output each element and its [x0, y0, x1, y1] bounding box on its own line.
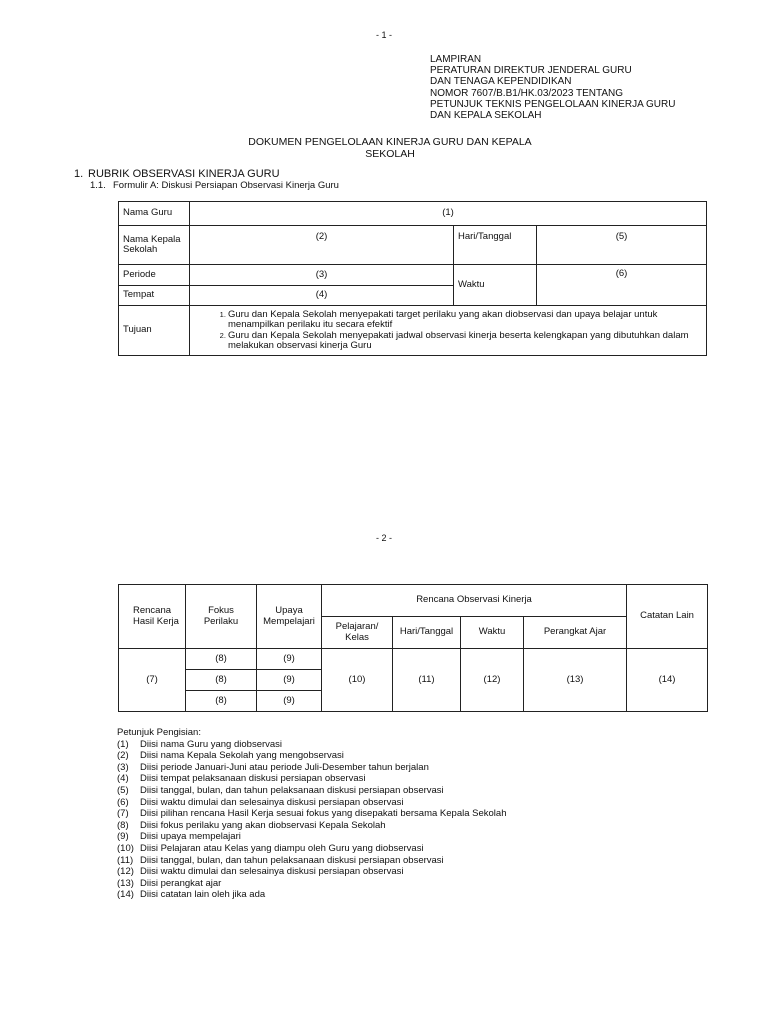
waktu-label: Waktu — [454, 265, 537, 306]
cell-upaya: (9) — [257, 691, 322, 712]
header-rencana-observasi: Rencana Observasi Kinerja — [322, 585, 627, 617]
waktu-value: (6) — [537, 265, 707, 306]
periode-value: (3) — [190, 265, 454, 286]
item-text: Diisi Pelajaran atau Kelas yang diampu oleh Guru yang diobservasi — [140, 842, 424, 854]
item-text: Diisi nama Guru yang diobservasi — [140, 738, 283, 750]
list-item — [117, 750, 506, 762]
item-text: Diisi catatan lain oleh jika ada — [140, 889, 266, 901]
item-text: Diisi tanggal, bulan, dan tahun pelaksanaan diskusi persiapan observasi — [140, 854, 444, 866]
document-title-line: DOKUMEN PENGELOLAAN KINERJA GURU DAN KEPALA — [248, 136, 532, 148]
item-text: Diisi tempat pelaksanaan diskusi persiapan observasi — [140, 773, 366, 785]
section-number: 1. — [74, 168, 84, 180]
item-text: Diisi nama Kepala Sekolah yang mengobservasi — [140, 750, 344, 762]
cell-fokus: (8) — [186, 649, 257, 670]
list-item: 2. Guru dan Kepala Sekolah menyepakati jadwal observasi kinerja beserta kelengkapan yang dibutuhkan dalam melakukan observasi kinerja Guru — [228, 331, 702, 352]
cell-hari: (11) — [393, 649, 461, 712]
header-catatan-lain: Catatan Lain — [627, 585, 708, 649]
item-number: (14) — [117, 889, 134, 901]
section-title: RUBRIK OBSERVASI KINERJA GURU — [88, 168, 280, 180]
list-item — [117, 866, 506, 878]
tempat-label: Tempat — [119, 286, 190, 306]
nama-kepala-sekolah-label: Nama Kepala Sekolah — [119, 226, 190, 265]
tujuan-label: Tujuan — [119, 306, 190, 356]
item-number: (13) — [117, 877, 134, 889]
item-text: Diisi waktu dimulai dan selesainya diskusi persiapan observasi — [140, 866, 404, 878]
cell-upaya: (9) — [257, 670, 322, 691]
item-text: Diisi waktu dimulai dan selesainya diskusi persiapan observasi — [140, 796, 404, 808]
nama-guru-label: Nama Guru — [119, 202, 190, 226]
item-number: (8) — [117, 819, 129, 831]
header-upaya-mempelajari: Upaya Mempelajari — [257, 585, 322, 649]
list-item: 1. Guru dan Kepala Sekolah menyepakati target perilaku yang akan diobservasi dan upaya belajar untuk menampilkan perilaku itu secara efektif — [228, 310, 702, 331]
item-number: (4) — [117, 773, 129, 785]
item-number: (12) — [117, 866, 134, 878]
hari-tanggal-value: (5) — [537, 226, 707, 265]
lampiran-line: PERATURAN DIREKTUR JENDERAL GURU — [430, 65, 632, 77]
header-rencana-hasil-kerja: Rencana Hasil Kerja — [119, 585, 186, 649]
tujuan-list — [194, 310, 702, 352]
list-item — [117, 878, 506, 890]
subsection-heading — [90, 181, 339, 192]
header-fokus-perilaku: Fokus Perilaku — [186, 585, 257, 649]
list-item — [117, 808, 506, 820]
cell-waktu: (12) — [461, 649, 524, 712]
cell-pelajaran: (10) — [322, 649, 393, 712]
lampiran-line: DAN TENAGA KEPENDIDIKAN — [430, 76, 572, 88]
nama-kepala-sekolah-value: (2) — [190, 226, 454, 265]
document-title — [200, 137, 580, 160]
observation-plan-table — [118, 584, 708, 712]
form-a-table — [118, 201, 707, 356]
list-item — [117, 739, 506, 751]
petunjuk-pengisian — [117, 727, 506, 901]
list-item — [117, 773, 506, 785]
periode-label: Periode — [119, 265, 190, 286]
list-item — [117, 762, 506, 774]
cell-catatan: (14) — [627, 649, 708, 712]
nama-guru-value: (1) — [190, 202, 707, 226]
item-text: Diisi pilihan rencana Hasil Kerja sesuai fokus yang disepakati bersama Kepala Sekolah — [140, 808, 507, 820]
lampiran-line: NOMOR 7607/B.B1/HK.03/2023 TENTANG — [430, 87, 624, 99]
list-item — [117, 831, 506, 843]
header-waktu: Waktu — [461, 617, 524, 649]
item-number: (7) — [117, 808, 129, 820]
cell-upaya: (9) — [257, 649, 322, 670]
cell-fokus: (8) — [186, 691, 257, 712]
section-heading — [74, 168, 280, 181]
list-item — [117, 785, 506, 797]
header-pelajaran-kelas: Pelajaran/ Kelas — [322, 617, 393, 649]
cell-perangkat: (13) — [524, 649, 627, 712]
document-title-line: SEKOLAH — [365, 147, 415, 160]
page-number: - 2 - — [375, 533, 392, 543]
item-text: Diisi fokus perilaku yang akan diobservasi Kepala Sekolah — [140, 819, 386, 831]
item-number: (1) — [117, 738, 129, 750]
item-text: Diisi upaya mempelajari — [140, 831, 241, 843]
lampiran-line: DAN KEPALA SEKOLAH — [430, 110, 542, 122]
lampiran-line: PETUNJUK TEKNIS PENGELOLAAN KINERJA GURU — [430, 98, 676, 110]
item-number: (9) — [117, 831, 129, 843]
lampiran-header — [430, 54, 675, 121]
page-number: - 1 - — [375, 30, 392, 40]
lampiran-line: LAMPIRAN — [430, 54, 482, 65]
cell-fokus: (8) — [186, 670, 257, 691]
item-number: (2) — [117, 750, 129, 762]
list-item — [117, 855, 506, 867]
header-perangkat-ajar: Perangkat Ajar — [524, 617, 627, 649]
list-item — [117, 843, 506, 855]
subsection-title: Formulir A: Diskusi Persiapan Observasi Kinerja Guru — [113, 180, 339, 191]
list-item — [117, 797, 506, 809]
hari-tanggal-label: Hari/Tanggal — [454, 226, 537, 265]
tempat-value: (4) — [190, 286, 454, 306]
item-text: Diisi tanggal, bulan, dan tahun pelaksanaan diskusi persiapan observasi — [140, 784, 444, 796]
item-text: Diisi perangkat ajar — [140, 877, 222, 889]
tujuan-value — [190, 306, 707, 356]
list-item — [117, 889, 506, 901]
header-hari-tanggal: Hari/Tanggal — [393, 617, 461, 649]
item-text: Diisi periode Januari-Juni atau periode Juli-Desember tahun berjalan — [140, 761, 429, 773]
petunjuk-title: Petunjuk Pengisian: — [117, 727, 201, 738]
cell-rencana: (7) — [119, 649, 186, 712]
subsection-number: 1.1. — [90, 180, 106, 191]
item-number: (6) — [117, 796, 129, 808]
item-number: (5) — [117, 784, 129, 796]
item-number: (11) — [117, 854, 134, 866]
item-number: (10) — [117, 842, 134, 854]
item-number: (3) — [117, 761, 129, 773]
list-item — [117, 820, 506, 832]
